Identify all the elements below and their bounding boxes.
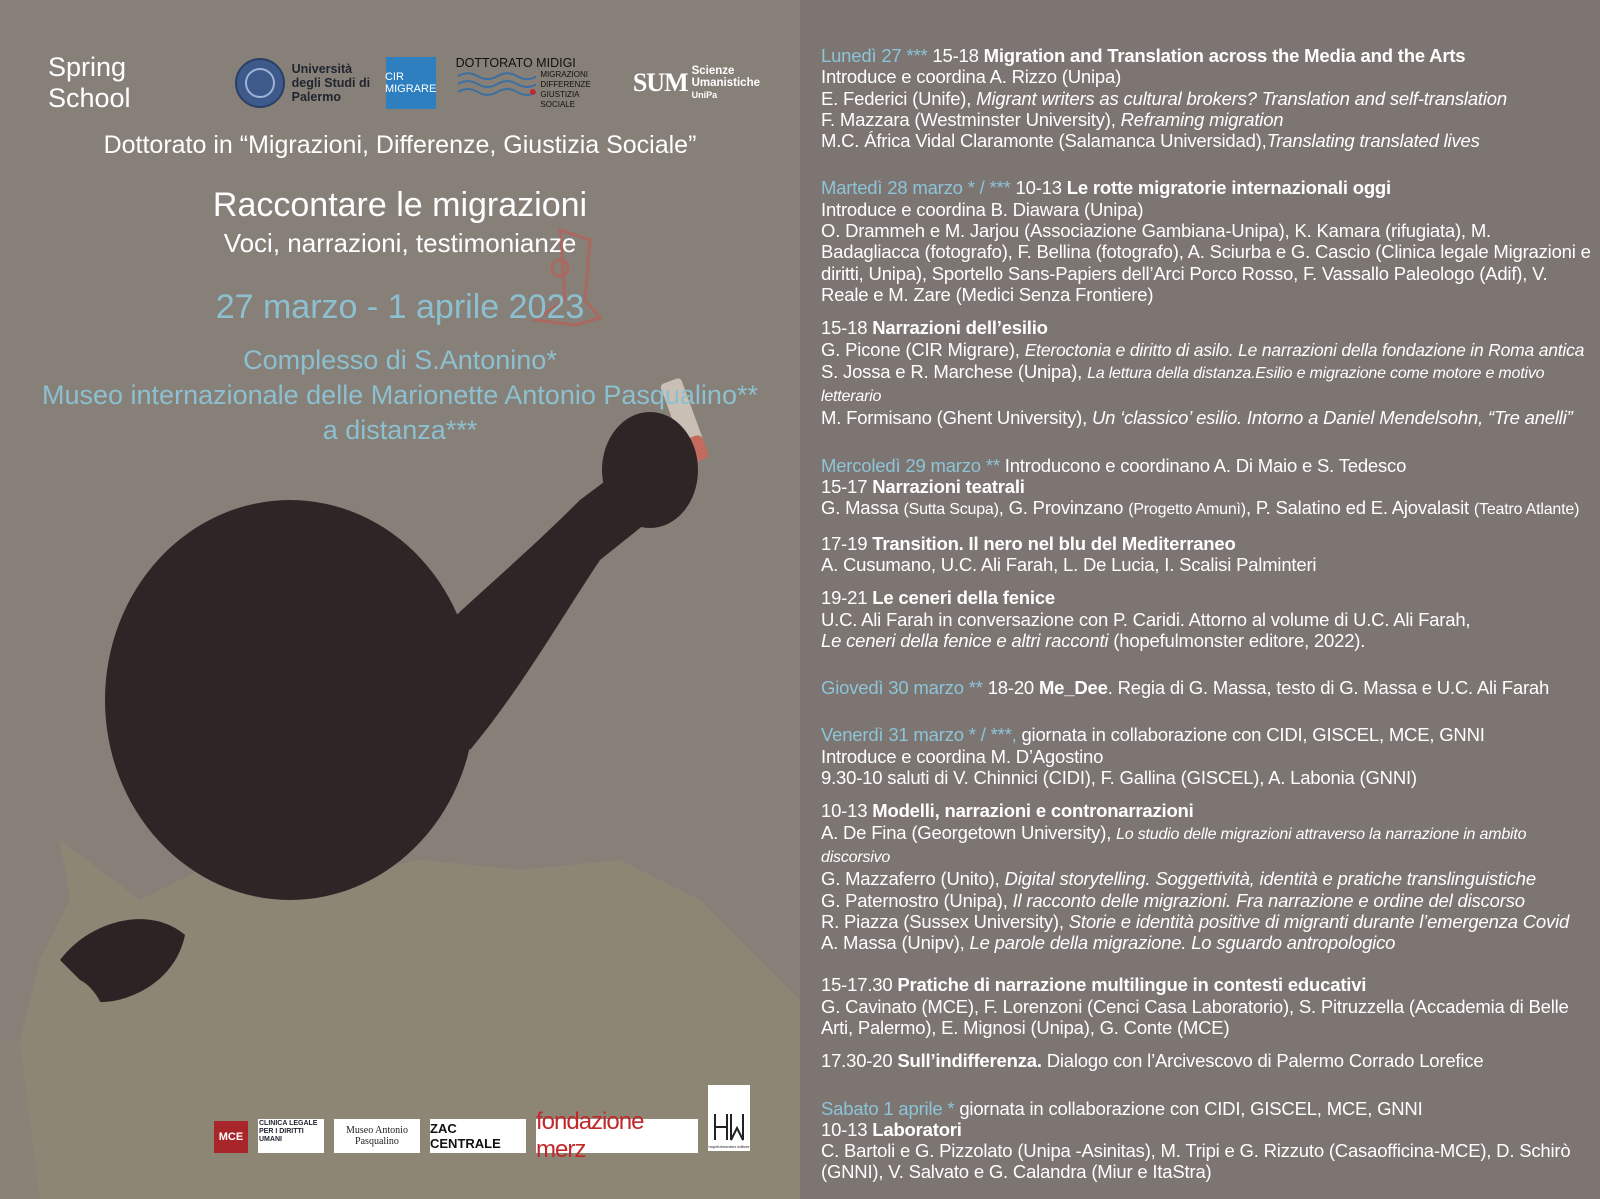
cir-logo-text: CIR MIGRARE [384, 71, 437, 95]
program-line: giornata in collaborazione con CIDI, GISCEL, MCE, GNNI [954, 1097, 1423, 1119]
midigi-logo [456, 56, 615, 110]
tuesday-block [821, 177, 1591, 428]
session-title: Sull’indifferenza. [897, 1050, 1042, 1072]
event-dates: 27 marzo - 1 aprile 2023 [215, 288, 585, 326]
program-line: . Regia di G. Massa, testo di G. Massa e U.C. Ali Farah [1107, 677, 1550, 699]
program-line: G. Picone (CIR Migrare), Eteroctonia e diritto di asilo. Le narrazioni della fondazione in Roma antica [821, 338, 1585, 360]
session-title: Narrazioni dell’esilio [872, 317, 1048, 339]
day-label: Giovedì 30 marzo ** [821, 677, 983, 699]
sum-logo [633, 65, 760, 101]
session-title: Modelli, narrazioni e contronarrazioni [872, 800, 1194, 822]
program-line: giornata in collaborazione con CIDI, GISCEL, MCE, GNNI [1016, 724, 1485, 746]
session-time: 15-17.30 [821, 974, 898, 996]
program-line: F. Mazzara (Westminster University), Reframing migration [821, 108, 1284, 130]
program [821, 45, 1591, 1183]
session-time: 10-13 [821, 1118, 873, 1140]
zac-centrale-logo: ZAC CENTRALE [430, 1119, 526, 1153]
program-paragraph: C. Bartoli e G. Pizzolato (Unipa -Asinitas), M. Tripi e G. Rizzuto (Casaofficina-MCE), D. Schirò (GNNI), V. Salvato e G. Calandra (Miur e ItaStra) [821, 1140, 1571, 1183]
midigi-sub-2: DIFFERENZE [540, 80, 591, 89]
program-line: Le ceneri della fenice e altri racconti (hopefulmonster editore, 2022). [821, 629, 1366, 651]
session-title: Laboratori [872, 1118, 962, 1140]
venue-2: Museo internazionale delle Marionette Antonio Pasqualino** [42, 380, 758, 410]
program-line: Introducono e coordinano A. Di Maio e S. Tedesco [999, 454, 1407, 476]
day-label: Sabato 1 aprile * [821, 1097, 955, 1119]
session-time: 15-17 [821, 476, 873, 498]
unipa-logo [234, 57, 372, 109]
poster-subtitle: Voci, narrazioni, testimonianze [223, 228, 577, 258]
session-title: Narrazioni teatrali [872, 476, 1025, 498]
program-paragraph: O. Drammeh e M. Jarjou (Associazione Gambiana-Unipa), K. Kamara (rifugiata), M. Badagliacca (fotografo), F. Bellina (fotografo), A. Sciurba e G. Cascio (Clinica legale Migrazioni e diritti, Unipa), Sportello Sans-Papiers dell’Arci Porco Rosso, F. Vassallo Paleologo (Adif), V. Reale e M. Zare (Medici Senza Frontiere) [821, 220, 1591, 305]
program-line: M.C. África Vidal Claramonte (Salamanca Universidad),Translating translated lives [821, 130, 1480, 152]
session-time: 15-18 [821, 317, 873, 339]
program-line: R. Piazza (Sussex University), Storie e identità positive di migranti durante l’emergenza Covid [821, 910, 1570, 932]
program-line: A. Massa (Unipv), Le parole della migrazione. Lo sguardo antropologico [821, 932, 1396, 954]
session-title: Le ceneri della fenice [872, 587, 1056, 609]
venue-1: Complesso di S.Antonino* [243, 345, 557, 375]
program-line: 9.30-10 saluti di V. Chinnici (CIDI), F. Gallina (GISCEL), A. Labonia (GNNI) [821, 767, 1417, 789]
dottorato-heading: Dottorato in “Migrazioni, Differenze, Giustizia Sociale” [103, 131, 697, 159]
hm-monogram-icon [711, 1110, 747, 1144]
day-label: Martedì 28 marzo * / *** [821, 177, 1011, 199]
session-time: 10-13 [1010, 177, 1067, 199]
program-line: G. Massa (Sutta Scupa), G. Provinzano (Progetto Amunì), P. Salatino ed E. Ajovalasit (Teatro Atlante) [821, 497, 1580, 519]
fondazione-merz-logo: fondazione merz [536, 1119, 698, 1153]
midigi-sub-3: GIUSTIZIA SOCIALE [540, 90, 580, 109]
program-line: Introduce e coordina A. Rizzo (Unipa) [821, 66, 1122, 88]
venue-3: a distanza*** [322, 415, 478, 445]
clinica-legale-logo: CLINICA LEGALE PER I DIRITTI UMANI [258, 1119, 324, 1153]
session-title: Transition. Il nero nel blu del Mediterraneo [872, 532, 1236, 554]
session-title: Me_Dee [1038, 677, 1108, 699]
monday-block [821, 45, 1591, 151]
friday-block [821, 724, 1591, 1071]
session-title: Migration and Translation across the Media and the Arts [983, 45, 1466, 66]
cir-migrare-logo [386, 57, 436, 109]
header-logos [48, 52, 760, 114]
session-time: 17.30-20 [821, 1050, 898, 1072]
mce-logo: MCE [214, 1121, 248, 1153]
sum-sub-1: Scienze [691, 65, 735, 77]
program-paragraph: G. Cavinato (MCE), F. Lorenzoni (Cenci Casa Laboratorio), S. Pitruzzella (Accademia di Belle Arti, Palermo), E. Mignosi (Unipa), G. Conte (MCE) [821, 995, 1569, 1038]
midigi-title: DOTTORATO MIDIGI [455, 56, 576, 70]
program-line: Dialogo con l’Arcivescovo di Palermo Corrado Lorefice [1041, 1050, 1484, 1072]
program-line: G. Mazzaferro (Unito), Digital storytelling. Soggettività, identità e pratiche translinguistiche [821, 868, 1536, 890]
program-line: Introduce e coordina B. Diawara (Unipa) [821, 198, 1144, 220]
program-line: U.C. Ali Farah in conversazione con P. Caridi. Attorno al volume di U.C. Ali Farah, [821, 608, 1471, 630]
unipa-seal-icon [234, 57, 286, 109]
sponsor-logos [214, 1085, 754, 1163]
museo-pasqualino-logo: Museo Antonio Pasqualino [334, 1119, 420, 1153]
poster-title: Raccontare le migrazioni [212, 186, 588, 224]
program-line: Introduce e coordina M. D’Agostino [821, 745, 1104, 767]
hopefulmonster-logo: hopefulmonster editore [708, 1085, 750, 1151]
program-line: A. Cusumano, U.C. Ali Farah, L. De Lucia, I. Scalisi Palminteri [821, 553, 1317, 575]
day-label: Venerdì 31 marzo * / ***, [821, 724, 1017, 746]
program-panel [800, 0, 1600, 1199]
unipa-logo-text: Università degli Studi di Palermo [291, 62, 371, 104]
sum-sub-2: Umanistiche [691, 77, 760, 89]
wave-icon [456, 70, 537, 102]
saturday-block [821, 1098, 1591, 1183]
session-time: 17-19 [821, 532, 873, 554]
session-title: Pratiche di narrazione multilingue in contesti educativi [897, 974, 1367, 996]
day-label: Mercoledì 29 marzo ** [821, 454, 1000, 476]
session-time: 15-18 [927, 45, 984, 66]
session-title: Le rotte migratorie internazionali oggi [1066, 177, 1391, 199]
program-line: A. De Fina (Georgetown University), Lo studio delle migrazioni attraverso la narrazione in ambito discorsivo [821, 821, 1527, 866]
sum-logo-mark: SUM [632, 68, 688, 97]
day-label: Lunedì 27 *** [821, 45, 928, 66]
session-time: 19-21 [821, 587, 873, 609]
thursday-block [821, 677, 1591, 698]
spring-school-label: Spring School [48, 52, 131, 113]
program-line: S. Jossa e R. Marchese (Unipa), La lettura della distanza.Esilio e migrazione come motore e motivo letterario [821, 360, 1545, 406]
midigi-sub-1: MIGRAZIONI [540, 70, 588, 79]
venues [20, 343, 780, 448]
session-time: 10-13 [821, 800, 873, 822]
program-line: G. Paternostro (Unipa), Il racconto delle migrazioni. Fra narrazione e ordine del discorso [821, 889, 1525, 911]
wednesday-block [821, 455, 1591, 651]
program-line: M. Formisano (Ghent University), Un ‘classico’ esilio. Intorno a Daniel Mendelsohn, “Tre anelli” [821, 407, 1573, 429]
session-time: 18-20 [982, 677, 1039, 699]
sum-sub-3: UniPa [691, 90, 718, 100]
program-line: E. Federici (Unife), Migrant writers as cultural brokers? Translation and self-translation [821, 87, 1507, 109]
